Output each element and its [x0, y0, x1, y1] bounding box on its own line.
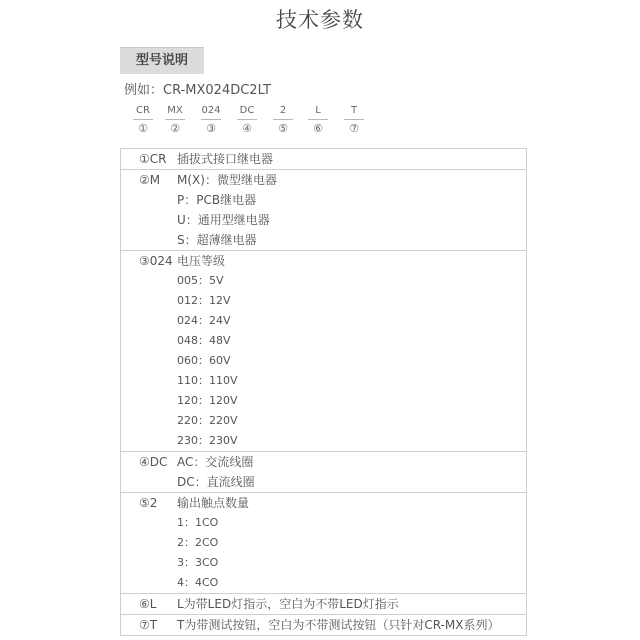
- code-underline: [201, 119, 221, 120]
- group-row: L为带LED灯指示，空白为不带LED灯指示: [177, 597, 399, 611]
- group-voltage: [120, 251, 527, 452]
- group-m: [120, 170, 527, 251]
- code-number: ④: [242, 122, 252, 135]
- group-row: 048：48V: [177, 334, 231, 347]
- group-contacts: [120, 493, 527, 594]
- code-text: CR: [136, 105, 150, 116]
- code-text: 2: [279, 105, 287, 116]
- group-label: ⑦T: [139, 618, 158, 632]
- group-coil: [120, 452, 527, 493]
- group-row: 220：220V: [177, 414, 238, 427]
- code-number: ⑤: [278, 122, 288, 135]
- code-item: [298, 104, 338, 136]
- code-text: MX: [167, 105, 183, 116]
- group-row: 005：5V: [177, 274, 224, 287]
- group-row: DC：直流线圈: [177, 475, 255, 489]
- group-label: ④DC: [139, 455, 168, 469]
- page-title: 技术参数: [276, 8, 364, 32]
- group-label: ③024: [139, 254, 173, 268]
- code-text: L: [315, 105, 321, 116]
- code-number: ③: [206, 122, 216, 135]
- code-text: 024: [201, 105, 221, 116]
- group-row: 230：230V: [177, 434, 238, 447]
- group-row: 插拔式接口继电器: [177, 152, 274, 166]
- code-underline: [165, 119, 185, 120]
- code-underline: [344, 119, 364, 120]
- group-cr: [120, 149, 527, 170]
- code-underline: [237, 119, 257, 120]
- code-number: ⑦: [349, 122, 359, 135]
- code-underline: [273, 119, 293, 120]
- code-number: ⑥: [313, 122, 323, 135]
- code-number: ②: [170, 122, 180, 135]
- group-led: [120, 594, 527, 615]
- group-row: 012：12V: [177, 294, 231, 307]
- group-test-button: [120, 615, 527, 636]
- group-row: 024：24V: [177, 314, 231, 327]
- code-item: [334, 104, 374, 136]
- model-spec-table: [120, 148, 527, 636]
- group-row: P：PCB继电器: [177, 193, 257, 207]
- code-item: [191, 104, 231, 136]
- group-label: ①CR: [139, 152, 167, 166]
- section-badge: 型号说明: [120, 47, 204, 74]
- group-row: U：通用型继电器: [177, 213, 270, 227]
- group-row: 3：3CO: [177, 556, 219, 569]
- code-text: DC: [239, 105, 255, 116]
- code-item: [227, 104, 267, 136]
- code-underline: [133, 119, 153, 120]
- group-row: 120：120V: [177, 394, 238, 407]
- group-row: T为带测试按钮，空白为不带测试按钮（只针对CR-MX系列）: [177, 618, 500, 632]
- group-row: 4：4CO: [177, 576, 219, 589]
- group-label: ②M: [139, 173, 161, 187]
- group-label: ⑥L: [139, 597, 157, 611]
- code-number: ①: [138, 122, 148, 135]
- group-row: S：超薄继电器: [177, 233, 257, 247]
- group-label: ⑤2: [139, 496, 158, 510]
- group-row: 060：60V: [177, 354, 231, 367]
- group-row: 2：2CO: [177, 536, 219, 549]
- group-row: 输出触点数量: [177, 496, 250, 510]
- group-row: 1：1CO: [177, 516, 219, 529]
- code-item: [155, 104, 195, 136]
- group-row: 110：110V: [177, 374, 238, 387]
- code-breakdown: [0, 104, 640, 144]
- code-underline: [308, 119, 328, 120]
- model-example: 例如：CR-MX024DC2LT: [124, 83, 271, 98]
- group-row: 电压等级: [177, 254, 226, 268]
- group-row: M(X)：微型继电器: [177, 173, 277, 187]
- code-item: [263, 104, 303, 136]
- group-row: AC：交流线圈: [177, 455, 254, 469]
- code-text: T: [350, 105, 358, 116]
